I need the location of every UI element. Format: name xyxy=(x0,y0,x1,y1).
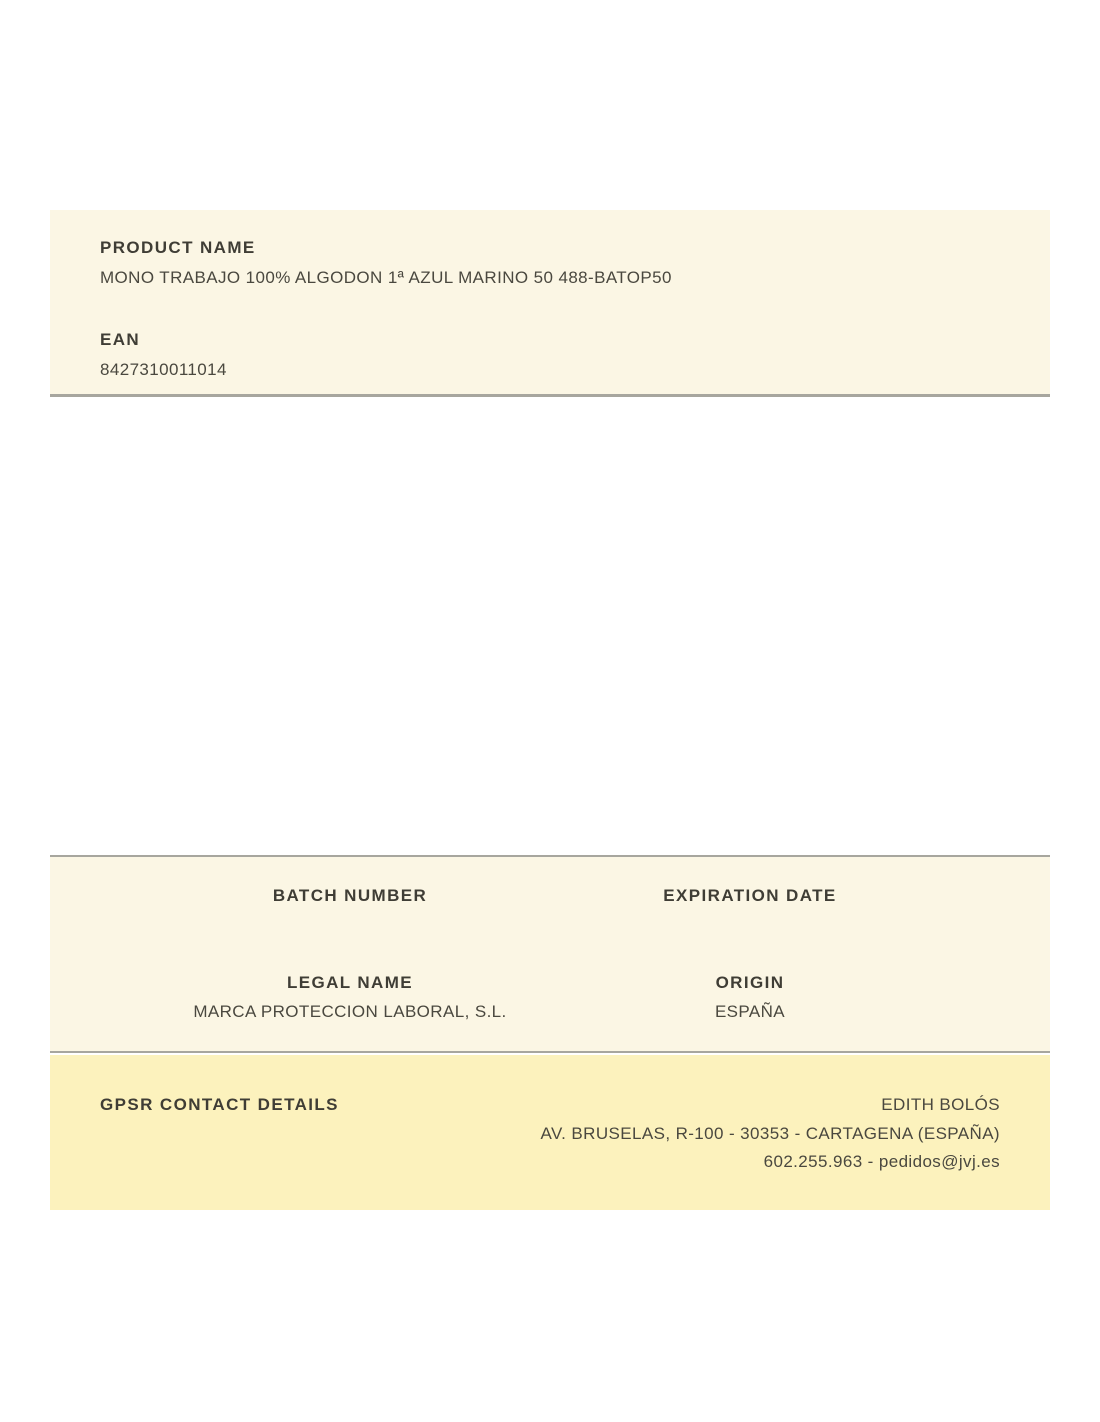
expiration-date-cell xyxy=(550,885,950,935)
product-name-field xyxy=(100,237,1000,288)
batch-expiration-row xyxy=(150,885,950,935)
batch-origin-grid xyxy=(150,885,950,1022)
expiration-date-label: EXPIRATION DATE xyxy=(663,886,837,905)
batch-number-label: BATCH NUMBER xyxy=(272,886,428,905)
ean-field xyxy=(100,329,1000,380)
product-name-value: MONO TRABAJO 100% ALGODON 1ª AZUL MARINO 50 488-BATOP50 xyxy=(100,268,672,287)
contact-address: AV. BRUSELAS, R-100 - 30353 - CARTAGENA (ESPAÑA) xyxy=(540,1123,1000,1143)
origin-cell xyxy=(550,972,950,1022)
legal-name-label: LEGAL NAME xyxy=(286,973,414,992)
origin-value: ESPAÑA xyxy=(714,1002,786,1021)
batch-number-value xyxy=(150,914,550,935)
origin-label: ORIGIN xyxy=(715,973,785,992)
ean-value: 8427310011014 xyxy=(100,360,227,379)
contact-phone-email: 602.255.963 - pedidos@jvj.es xyxy=(763,1152,1000,1171)
gpsr-contact-panel xyxy=(50,1055,1050,1210)
contact-person-name: EDITH BOLÓS xyxy=(881,1095,1000,1114)
product-name-label: PRODUCT NAME xyxy=(100,238,256,257)
legal-name-cell xyxy=(150,972,550,1022)
product-info-panel xyxy=(50,210,1050,397)
legal-name-value: MARCA PROTECCION LABORAL, S.L. xyxy=(193,1002,507,1021)
ean-label: EAN xyxy=(100,330,141,349)
legal-origin-row xyxy=(150,972,950,1022)
gpsr-contact-block xyxy=(541,1091,1000,1177)
expiration-date-value xyxy=(550,914,950,935)
gpsr-contact-label: GPSR CONTACT DETAILS xyxy=(100,1095,339,1114)
batch-number-cell xyxy=(150,885,550,935)
batch-origin-panel xyxy=(50,855,1050,1053)
